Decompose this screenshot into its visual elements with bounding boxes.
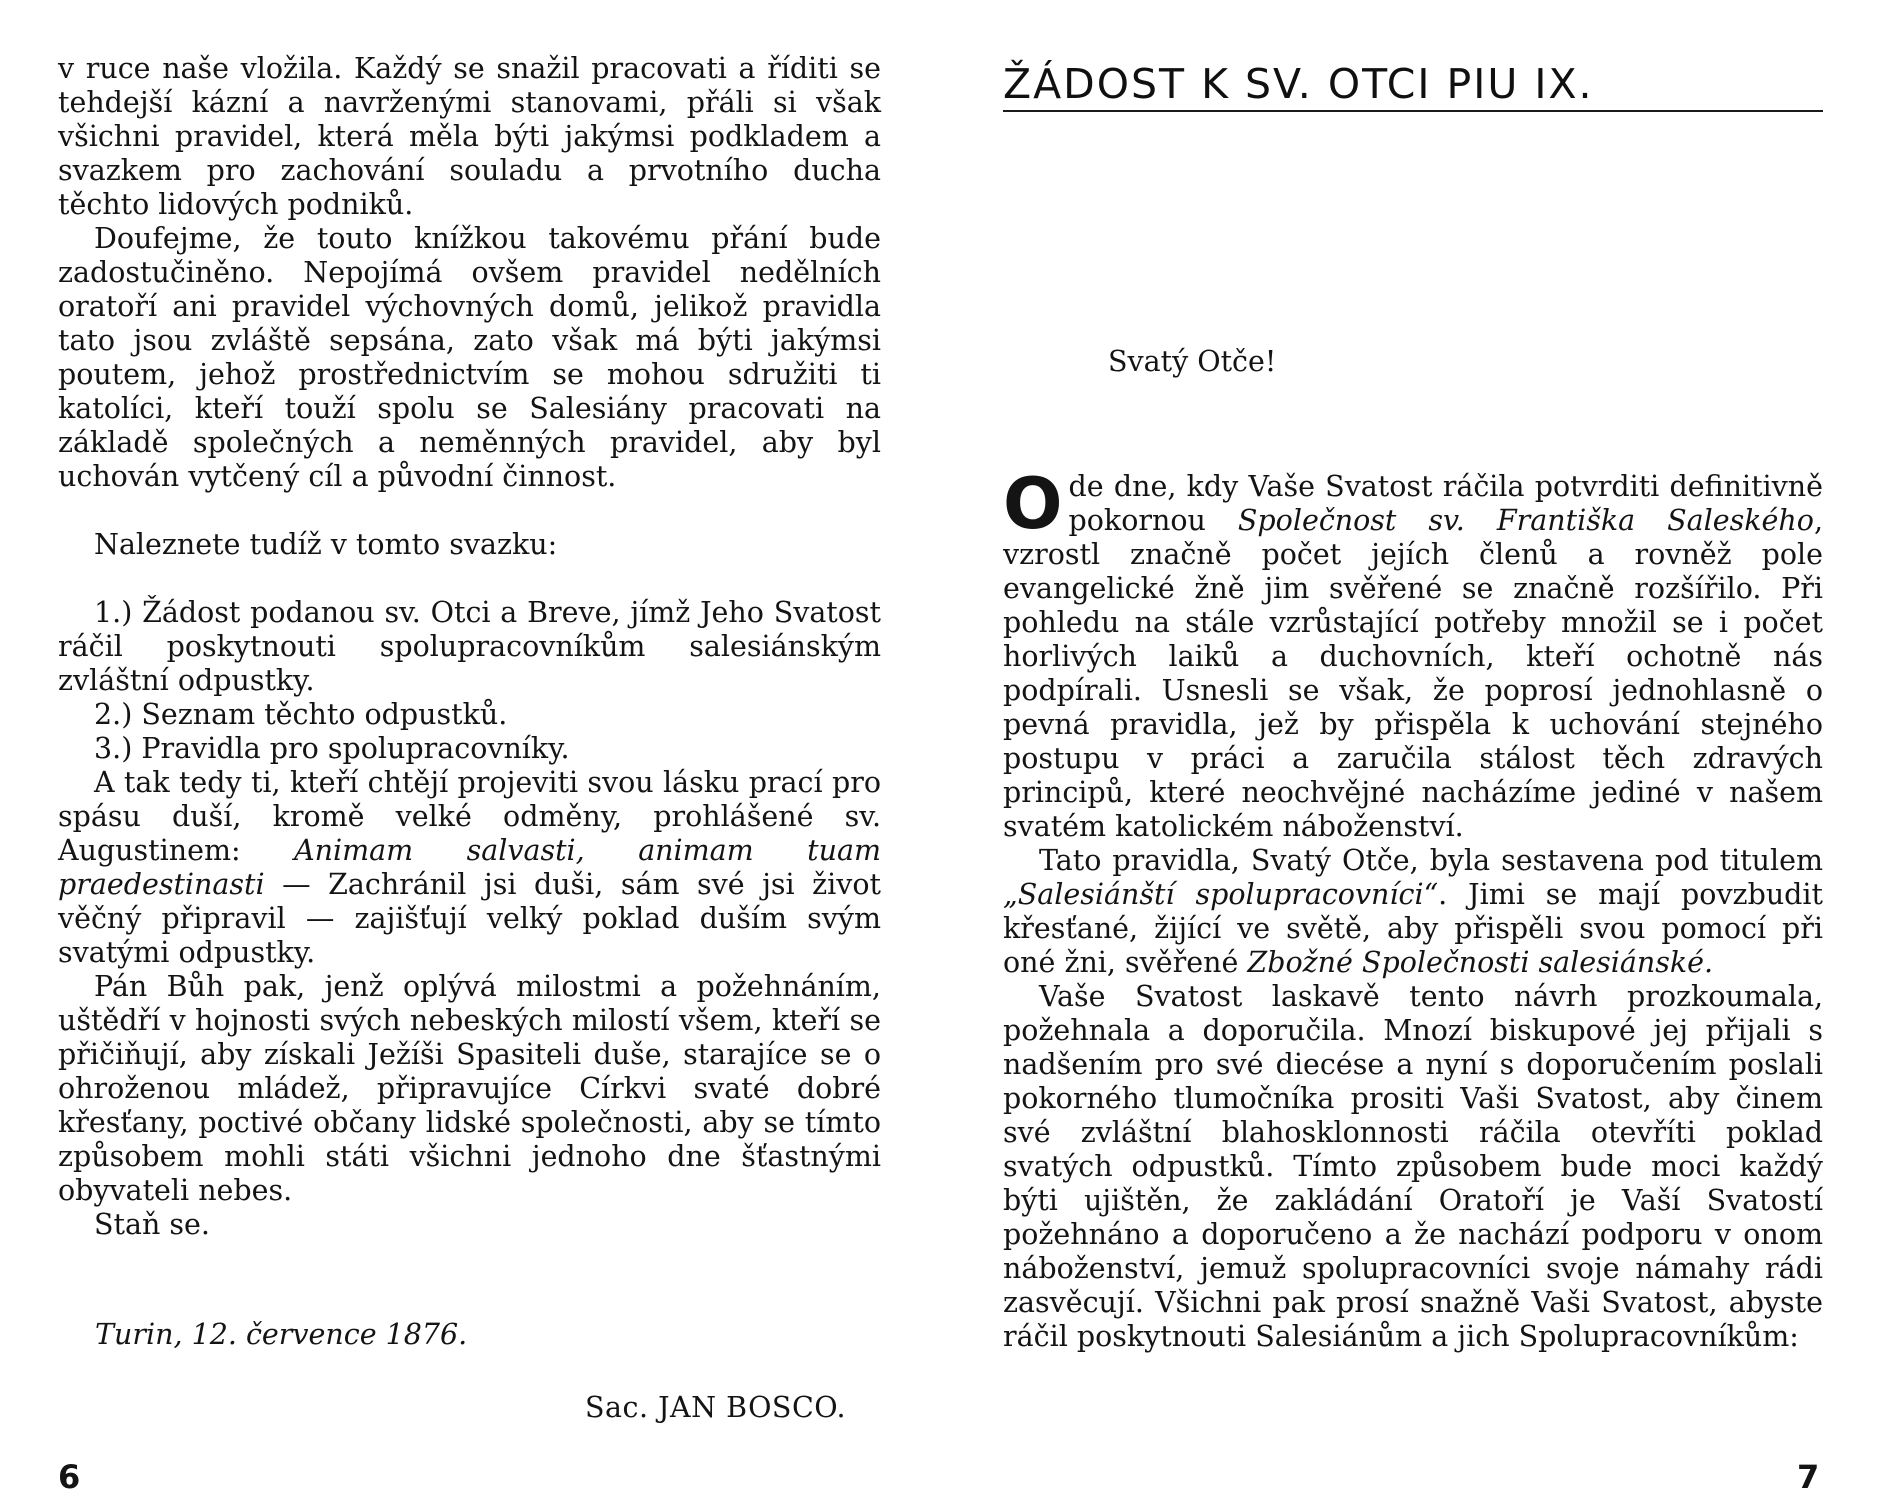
page-title: ŽÁDOST K SV. OTCI PIU IX.	[1003, 60, 1594, 108]
list-item-1: 1.) Žádost podanou sv. Otci a Breve, jímž Jeho Svatost ráčil poskytnouti spolupracovníkům salesiánským zvláštní odpustky.	[58, 596, 881, 697]
list-item-2: 2.) Seznam těchto odpustků.	[94, 698, 508, 731]
drop-cap: O	[1003, 463, 1063, 545]
right-paragraph-3: Vaše Svatost laskavě tento návrh prozkoumala, požehnala a doporučila. Mnozí biskupové jej přijali s nadšením pro své diecése a nyní s doporučením poslali pokorného tlumočníka prositi Vaši Svatost, aby činem své zvláštní blahosklonnosti ráčila otevříti poklad svatých odpustků. Tímto způsobem bude moci každý býti ujištěn, že zakládání Oratoří je Vaší Svatostí požehnáno a doporučeno a že nachází podporu v onom náboženství, jemuž spolupracovníci svoje námahy rádi zasvěcují. Všichni pak prosí snažně Vaši Svatost, abyste ráčil poskytnouti Salesiánům a jich Spolupracovníkům:	[1003, 980, 1823, 1353]
left-body-text	[58, 52, 881, 1242]
right-paragraph-2	[1003, 844, 1823, 980]
left-paragraph-2: Doufejme, že touto knížkou takovému přání bude zadostučiněno. Nepojímá ovšem pravidel nedělních oratoří ani pravidel výchovných domů, jelikož pravidla tato jsou zvláště sepsána, zato však má býti jakýmsi poutem, jehož prostřednictvím se mohou sdružiti ti katolíci, kteří touží spolu se Salesiány pracovati na základě společných a neměnných pravidel, aby byl uchován vytčený cíl a původní činnost.	[58, 222, 881, 493]
right-paragraph-2-part1: Tato pravidla, Svatý Otče, byla sestavena pod titulem	[1039, 844, 1823, 877]
right-paragraph-1-part1: de dne, kdy Vaše Svatost ráčila potvrditi definitivně pokornou	[1068, 470, 1823, 537]
left-paragraph-4-part2: — Zachránil jsi duši, sám své jsi život věčný připravil — zajišťují velký poklad duším svým svatými odpustky.	[58, 868, 881, 969]
left-paragraph-4-part1: A tak tedy ti, kteří chtějí projeviti svou lásku prací pro spásu duší, kromě velké odměny, prohlášené sv. Augustinem:	[58, 766, 881, 867]
right-body-text	[1003, 463, 1823, 1354]
title-rule	[1003, 110, 1823, 112]
latin-quote: Animam salvasti, animam tuam praedestinasti	[58, 834, 881, 901]
signature: Sac. JAN BOSCO.	[585, 1391, 847, 1424]
left-paragraph-5: Pán Bůh pak, jenž oplývá milostmi a požehnáním, uštědří v hojnosti svých nebeských milostí všem, kteří se přičiňují, aby získali Ježíši Spasiteli duše, starajíce se o ohroženou mládež, připravujíce Církvi svaté dobré křesťany, poctivé občany lidské společnosti, aby se tímto způsobem mohli státi všichni jednoho dne šťastnými obyvateli nebes.	[58, 970, 881, 1207]
society-name: Společnost sv. Františka Saleského	[1237, 504, 1814, 537]
right-paragraph-1	[1003, 463, 1823, 844]
rules-title: „Salesiánští spolupracovníci“	[1003, 878, 1439, 911]
right-paragraph-1-part2: , vzrostl značně počet jejích členů a rovněž pole evangelické žně jim svěřené se značně rozšířilo. Při pohledu na stále vzrůstající potřeby množil se i počet horlivých laiků a duchovních, kteří ochotně nás podpírali. Usnesli se však, že poprosí jednohlasně o pevná pravidla, jež by přispěla k uchování stejného postupu v práci a zaručila stálost těch zdravých principů, které neochvějné nacházíme jediné v našem svatém katolickém náboženství.	[1003, 504, 1823, 843]
left-paragraph-1: v ruce naše vložila. Každý se snažil pracovati a říditi se tehdejší kázní a navrženými stanovami, přáli si však všichni pravidel, která měla býti jakýmsi podkladem a svazkem pro zachování souladu a prvotního ducha těchto lidových podniků.	[58, 52, 881, 221]
salutation: Svatý Otče!	[1108, 345, 1277, 378]
left-paragraph-3: Naleznete tudíž v tomto svazku:	[94, 528, 558, 561]
left-paragraph-4	[58, 766, 881, 970]
right-paragraph-2-part2: . Jimi se mají povzbudit křesťané, žijící ve světě, aby přispěli svou pomocí při oné žni, svěřené	[1003, 878, 1823, 979]
place-date: Turin, 12. července 1876.	[95, 1318, 468, 1351]
list-item-3: 3.) Pravidla pro spolupracovníky.	[94, 732, 570, 765]
closing-line: Staň se.	[94, 1208, 210, 1241]
society-name-2: Zbožné Společnosti salesiánské.	[1247, 946, 1714, 979]
page-number-right: 7	[1797, 1458, 1820, 1496]
page-number-left: 6	[58, 1458, 81, 1496]
